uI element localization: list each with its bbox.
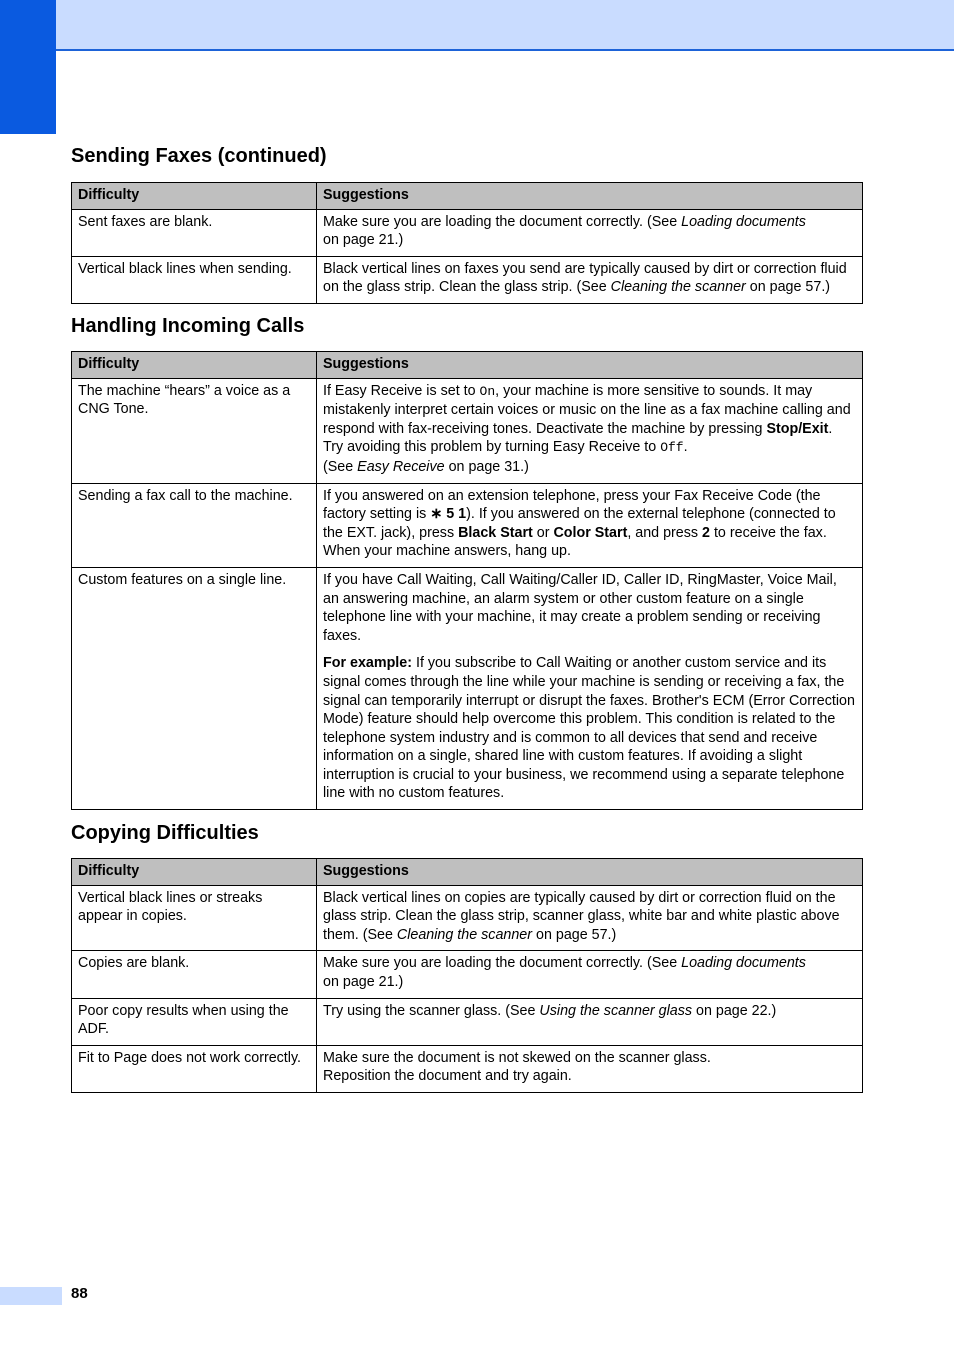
table-row bbox=[72, 885, 863, 951]
table-header-row bbox=[72, 859, 863, 886]
table-row bbox=[72, 567, 863, 809]
chapter-tab bbox=[0, 0, 56, 134]
table-header-row bbox=[72, 352, 863, 379]
suggestions-header: Suggestions bbox=[317, 183, 863, 210]
table-row bbox=[72, 1045, 863, 1092]
sending-faxes-table bbox=[71, 182, 863, 304]
difficulty-header: Difficulty bbox=[72, 352, 317, 379]
page-number: 88 bbox=[71, 1285, 88, 1302]
difficulty-cell: Poor copy results when using the ADF. bbox=[72, 998, 317, 1045]
suggestion-cell: If you answered on an extension telephone, press your Fax Receive Code (the factory setting is ∗ 5 1). If you answered on the external telephone (connected to the EXT. jack), press Black Start or Color Start, and press 2 to receive the fax. When your machine answers, hang up. bbox=[317, 483, 863, 567]
table-row bbox=[72, 209, 863, 256]
suggestion-cell: If Easy Receive is set to On, your machine is more sensitive to sounds. It may mistakenly interpret certain voices or music on the line as a fax machine calling and respond with fax-receiving tones. Deactivate the machine by pressing Stop/Exit. Try avoiding this problem by turning Easy Receive to Off. (See Easy Receive on page 31.) bbox=[317, 378, 863, 483]
footer-bar bbox=[0, 1287, 62, 1305]
table-row bbox=[72, 951, 863, 998]
table-row bbox=[72, 256, 863, 303]
difficulty-cell: Sending a fax call to the machine. bbox=[72, 483, 317, 567]
difficulty-header: Difficulty bbox=[72, 859, 317, 886]
suggestion-cell: Make sure you are loading the document correctly. (See Loading documents on page 21.) bbox=[317, 209, 863, 256]
difficulty-cell: Copies are blank. bbox=[72, 951, 317, 998]
difficulty-cell: Custom features on a single line. bbox=[72, 567, 317, 809]
suggestion-cell: Try using the scanner glass. (See Using the scanner glass on page 22.) bbox=[317, 998, 863, 1045]
suggestion-cell: Make sure the document is not skewed on the scanner glass. Reposition the document and try again. bbox=[317, 1045, 863, 1092]
table-row bbox=[72, 378, 863, 483]
table-row bbox=[72, 483, 863, 567]
difficulty-cell: Fit to Page does not work correctly. bbox=[72, 1045, 317, 1092]
section-title-sending-faxes: Sending Faxes (continued) bbox=[71, 145, 327, 167]
suggestion-cell: Black vertical lines on faxes you send are typically caused by dirt or correction fluid on the glass strip. Clean the glass strip. (See Cleaning the scanner on page 57.) bbox=[317, 256, 863, 303]
copying-difficulties-table bbox=[71, 858, 863, 1093]
difficulty-cell: Sent faxes are blank. bbox=[72, 209, 317, 256]
section-title-copying-difficulties: Copying Difficulties bbox=[71, 822, 259, 844]
suggestion-cell: Black vertical lines on copies are typically caused by dirt or correction fluid on the glass strip. Clean the glass strip, scanner glass, white bar and white plastic above them. (See Cleaning the scanner on page 57.) bbox=[317, 885, 863, 951]
header-band bbox=[0, 0, 954, 51]
section-title-incoming-calls: Handling Incoming Calls bbox=[71, 315, 305, 337]
table-row bbox=[72, 998, 863, 1045]
difficulty-cell: The machine “hears” a voice as a CNG Tone. bbox=[72, 378, 317, 483]
difficulty-cell: Vertical black lines or streaks appear in copies. bbox=[72, 885, 317, 951]
difficulty-header: Difficulty bbox=[72, 183, 317, 210]
table-header-row bbox=[72, 183, 863, 210]
suggestion-cell: Make sure you are loading the document correctly. (See Loading documents on page 21.) bbox=[317, 951, 863, 998]
suggestions-header: Suggestions bbox=[317, 352, 863, 379]
suggestions-header: Suggestions bbox=[317, 859, 863, 886]
incoming-calls-table bbox=[71, 351, 863, 810]
difficulty-cell: Vertical black lines when sending. bbox=[72, 256, 317, 303]
suggestion-cell: If you have Call Waiting, Call Waiting/Caller ID, Caller ID, RingMaster, Voice Mail, an answering machine, an alarm system or other custom feature on a single telephone line with your machine, it may create a problem sending or receiving faxes. For example: If you subscribe to Call Waiting or another custom service and its signal comes through the line while your machine is sending or receiving a fax, the signal can temporarily interrupt or disrupt the faxes. Brother's ECM (Error Correction Mode) feature should help overcome this problem. This condition is related to the telephone system industry and is common to all devices that send and receive information on a single, shared line with custom features. If avoiding a slight interruption is crucial to your business, we recommend using a separate telephone line with no custom features. bbox=[317, 567, 863, 809]
